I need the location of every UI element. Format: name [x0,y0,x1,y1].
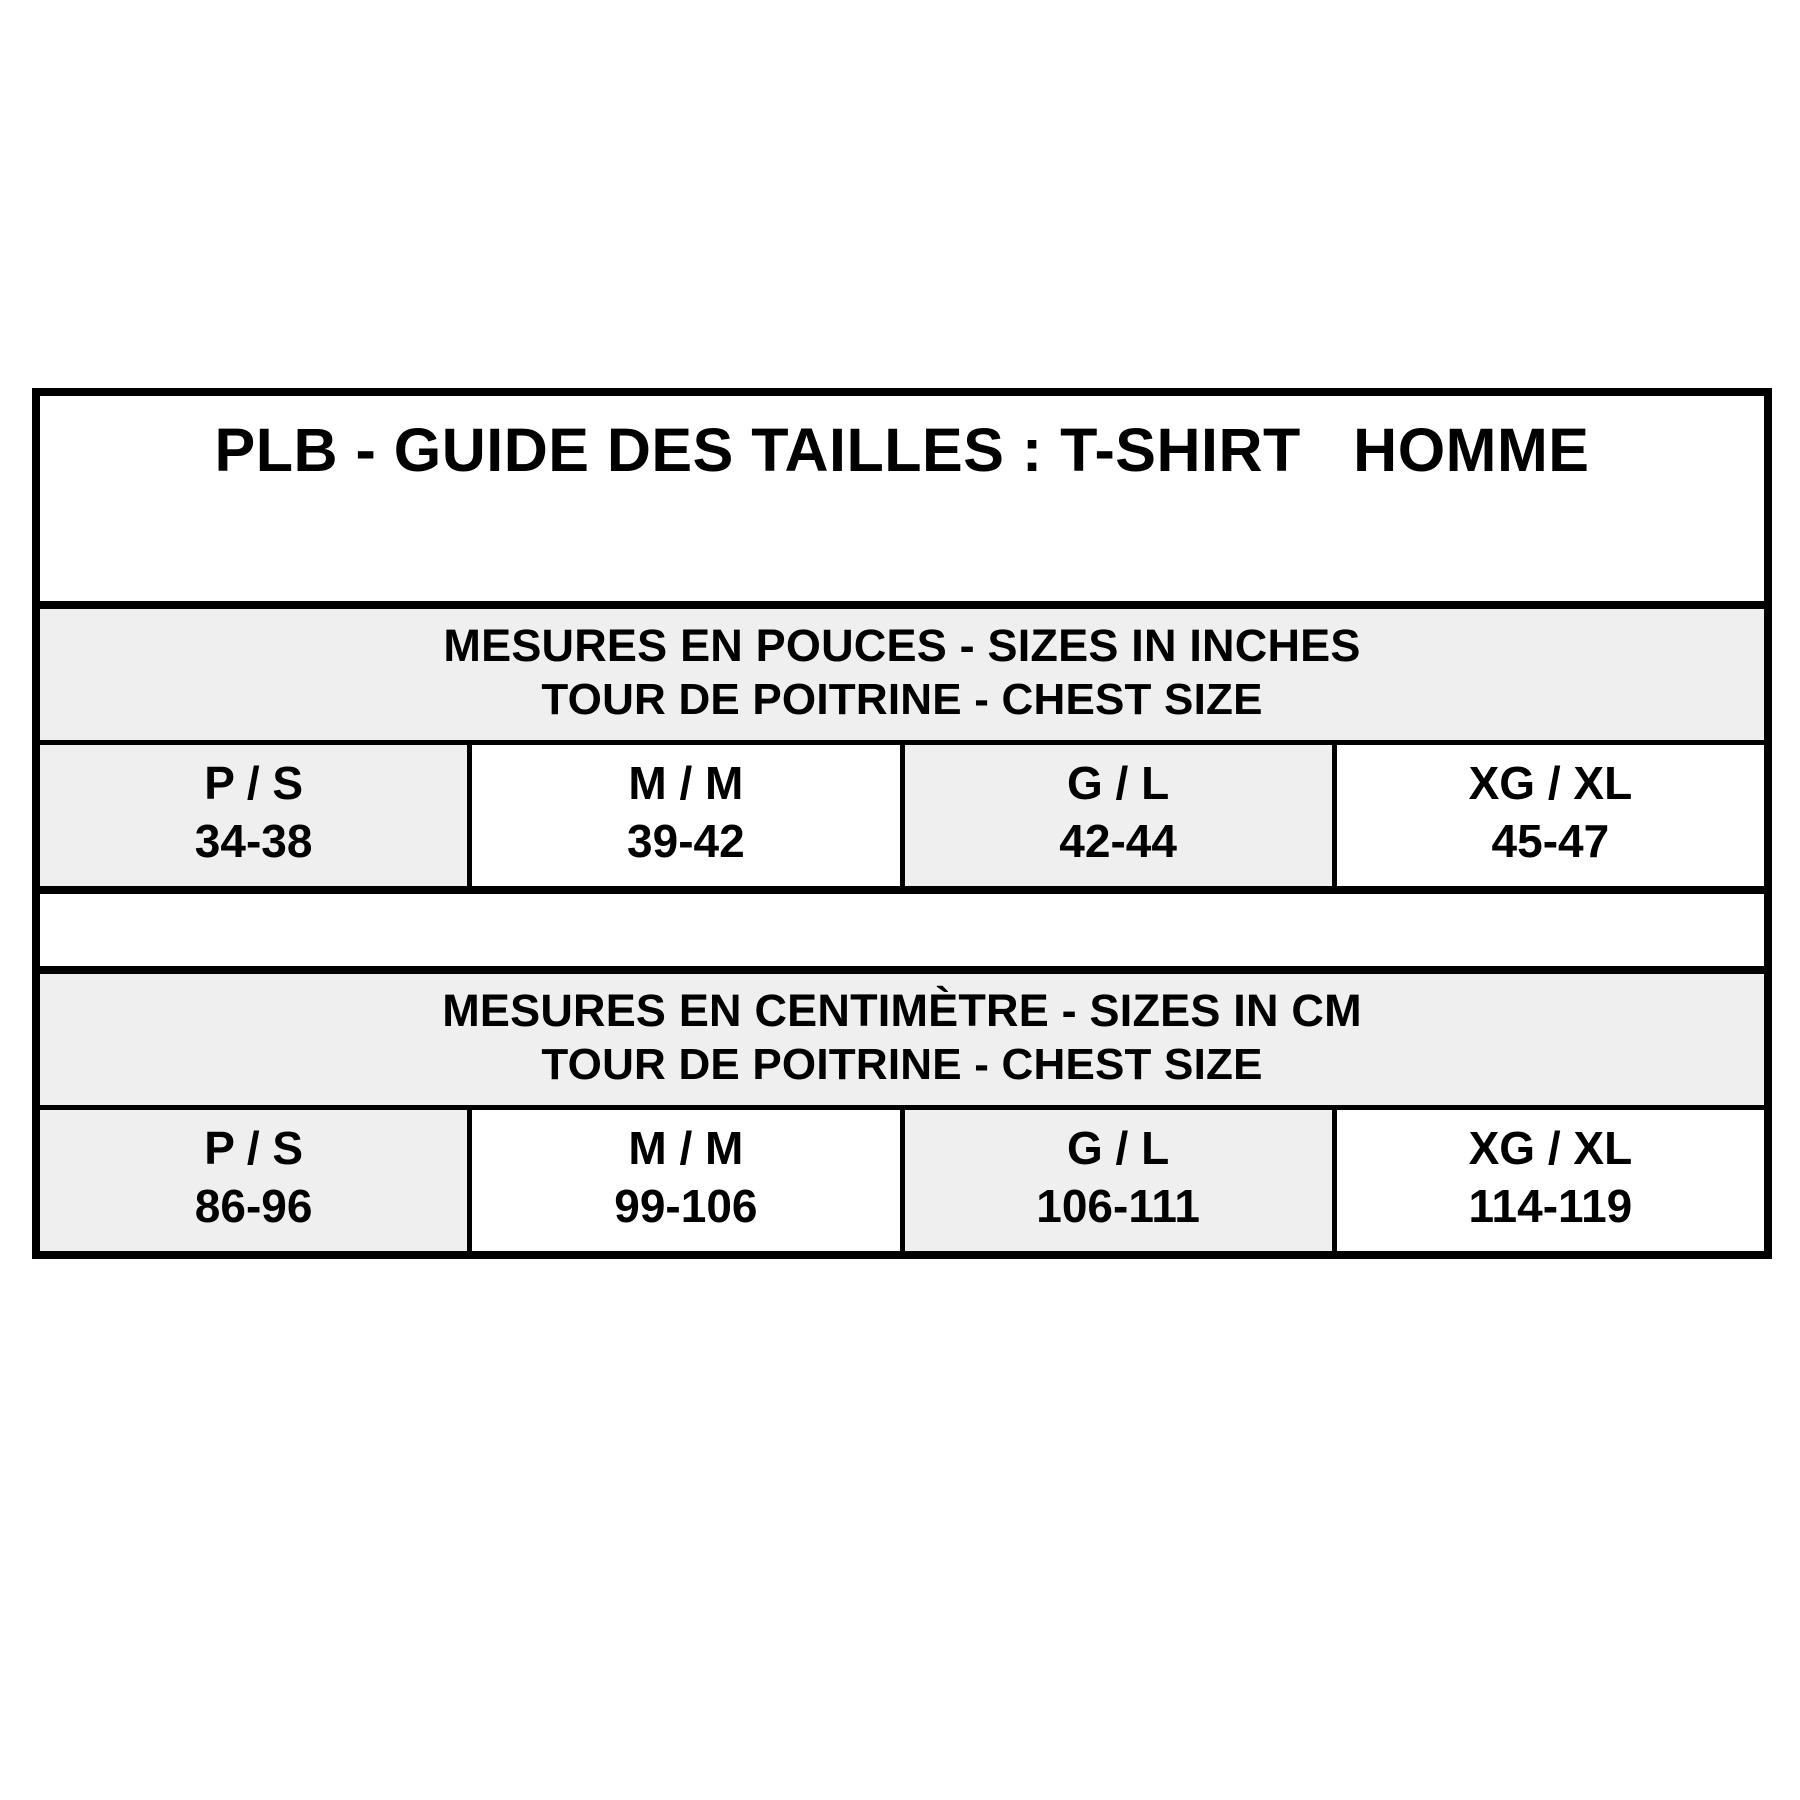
size-value: 86-96 [194,1179,313,1232]
section-cm-grid [40,1105,1764,1251]
size-cell-mm-inches [472,745,904,886]
size-label: P / S [204,1122,304,1174]
chart-title-row [40,396,1764,609]
section-cm-subheading: TOUR DE POITRINE - CHEST SIZE [40,1039,1764,1105]
section-divider [40,886,1764,974]
section-cm [40,974,1764,1259]
section-inches-heading: MESURES EN POUCES - SIZES IN INCHES [40,609,1764,674]
size-cell-gl-cm [905,1110,1337,1251]
section-inches [40,609,1764,886]
size-label: XG / XL [1468,757,1633,809]
size-cell-xgxl-inches [1337,745,1764,886]
size-cell-gl-inches [905,745,1337,886]
size-value: 106-111 [1036,1179,1200,1232]
section-inches-subheading: TOUR DE POITRINE - CHEST SIZE [40,674,1764,740]
size-value: 39-42 [627,814,745,867]
size-label: P / S [204,757,304,809]
size-label: M / M [628,757,744,809]
size-value: 99-106 [614,1179,758,1232]
size-value: 42-44 [1059,814,1177,867]
size-label: M / M [628,1122,744,1174]
page-title: PLB - GUIDE DES TAILLES : T-SHIRT HOMME [214,416,1590,484]
size-cell-ps-inches [40,745,472,886]
size-cell-ps-cm [40,1110,472,1251]
section-inches-grid [40,740,1764,886]
size-label: G / L [1067,757,1170,809]
size-chart [32,388,1772,1259]
size-value: 34-38 [194,814,313,867]
size-value: 114-119 [1468,1179,1633,1232]
size-cell-xgxl-cm [1337,1110,1764,1251]
size-value: 45-47 [1491,814,1610,867]
section-cm-heading: MESURES EN CENTIMÈTRE - SIZES IN CM [40,974,1764,1039]
size-cell-mm-cm [472,1110,904,1251]
size-label: XG / XL [1468,1122,1633,1174]
size-guide-sheet [32,388,1772,1259]
size-label: G / L [1067,1122,1170,1174]
